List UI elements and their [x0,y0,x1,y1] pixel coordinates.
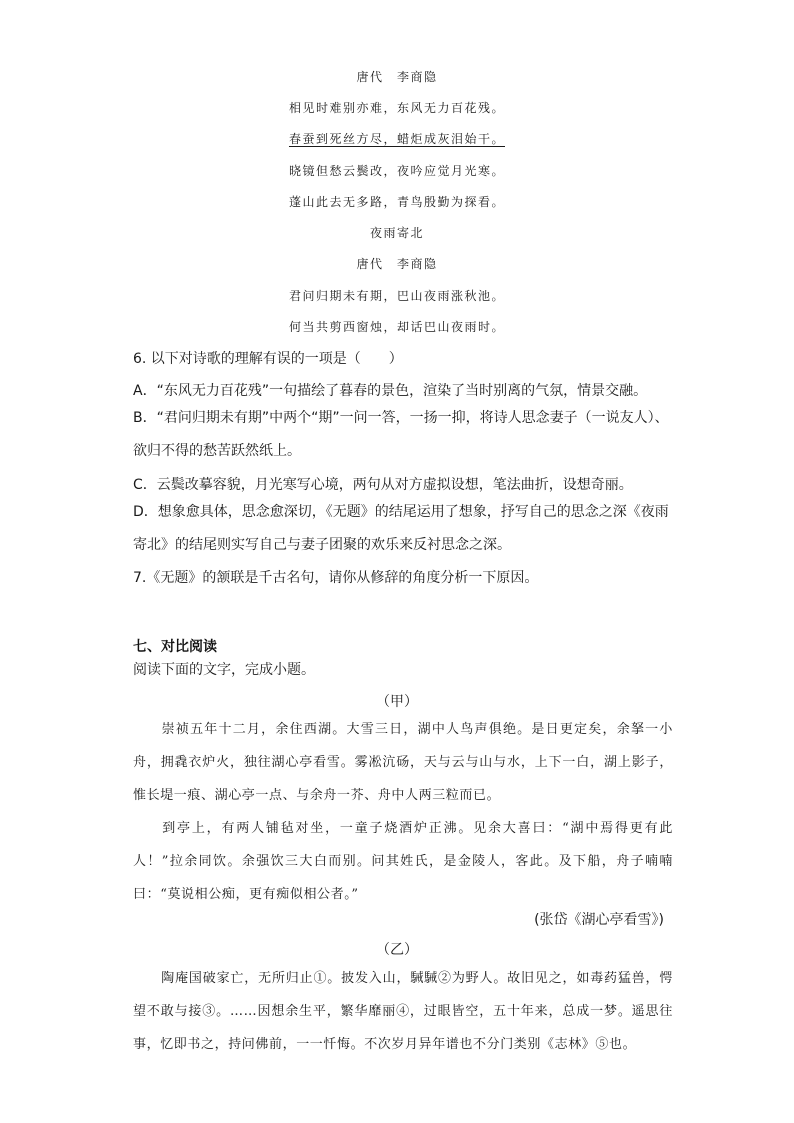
passage-jia-paragraph-2-text: 到亭上，有两人铺毡对坐，一童子烧酒炉正沸。见余大喜曰：“湖中焉得更有此人！”拉余同饮。余强饮三大白而别。问其姓氏，是金陵人，客此。及下船，舟子喃喃曰：“莫说相公痴，更有痴似相公者。” [133,821,673,902]
poem1-line-2 [0,130,794,147]
section-heading: 七、对比阅读 [133,639,217,655]
poem2-author: 唐代 李商隐 [356,257,438,271]
poem1-line-3: 晓镜但愁云鬓改，夜吟应觉月光寒。 [288,164,505,178]
passage-jia-paragraph-2 [133,812,673,911]
question-6-stem: 6. 以下对诗歌的理解有误的一项是（ ） [133,351,403,367]
poem2-line-2: 何当共剪西窗烛，却话巴山夜雨时。 [288,320,505,334]
poem1-line-1: 相见时难别亦难，东风无力百花残。 [288,101,505,115]
passage-jia-paragraph-1-text: 崇祯五年十二月，余住西湖。大雪三日，湖中人鸟声俱绝。是日更定矣，余拏一小舟，拥毳衣炉火，独往湖心亭看雪。雾凇沆砀，天与云与山与水，上下一白，湖上影子，惟长堤一痕、湖心亭一点、与余舟一芥、舟中人两三粒而已。 [133,722,673,803]
question-7: 7.《无题》的颔联是千古名句，请你从修辞的角度分析一下原因。 [133,570,539,586]
question-6-option-c: C．云鬓改摹容貌，月光寒写心境，两句从对方虚拟设想，笔法曲折，设想奇丽。 [133,477,633,493]
passage-yi-paragraph-1-text: 陶庵国破家亡，无所归止①。披发入山，駴駴②为野人。故旧见之，如毒药猛兽，愕望不敢与接③。……因想余生平，繁华靡丽④，过眼皆空，五十年来，总成一梦。遥思往事，忆即书之，持问佛前，一一忏悔。不次岁月异年谱也不分门类别《志林》⑤也。 [133,971,673,1052]
question-6-option-a: A．“东风无力百花残”一句描绘了暮春的景色，渲染了当时别离的气氛，情景交融。 [133,383,648,399]
passage-yi-paragraph-1 [133,962,673,1061]
passage-jia-label: （甲） [376,694,418,710]
underlined-poem-line: 春蚕到死丝方尽，蜡炬成灰泪始干。 [288,132,505,146]
question-6-option-b: B．“君问归期未有期”中两个“期”一问一答，一扬一抑，将诗人思念妻子（一说友人）、欲归不得的愁苦跃然纸上。 [133,410,669,459]
poem2-line-1: 君问归期未有期，巴山夜雨涨秋池。 [288,289,505,303]
passage-jia-paragraph-1 [133,713,673,812]
poem1-line-4: 蓬山此去无多路，青鸟殷勤为探看。 [288,195,505,209]
section-instruction: 阅读下面的文字，完成小题。 [133,662,315,678]
question-6-option-d: D．想象愈具体，思念愈深切，《无题》的结尾运用了想象，抒写自己的思念之深《夜雨寄北》的结尾则实写自己与妻子团聚的欢乐来反衬思念之深。 [133,504,669,553]
passage-yi-label: （乙） [376,942,418,958]
passage-jia-source: (张岱《湖心亭看雪》) [534,912,664,928]
poem1-author: 唐代 李商隐 [356,70,438,84]
poem2-title: 夜雨寄北 [369,226,424,240]
